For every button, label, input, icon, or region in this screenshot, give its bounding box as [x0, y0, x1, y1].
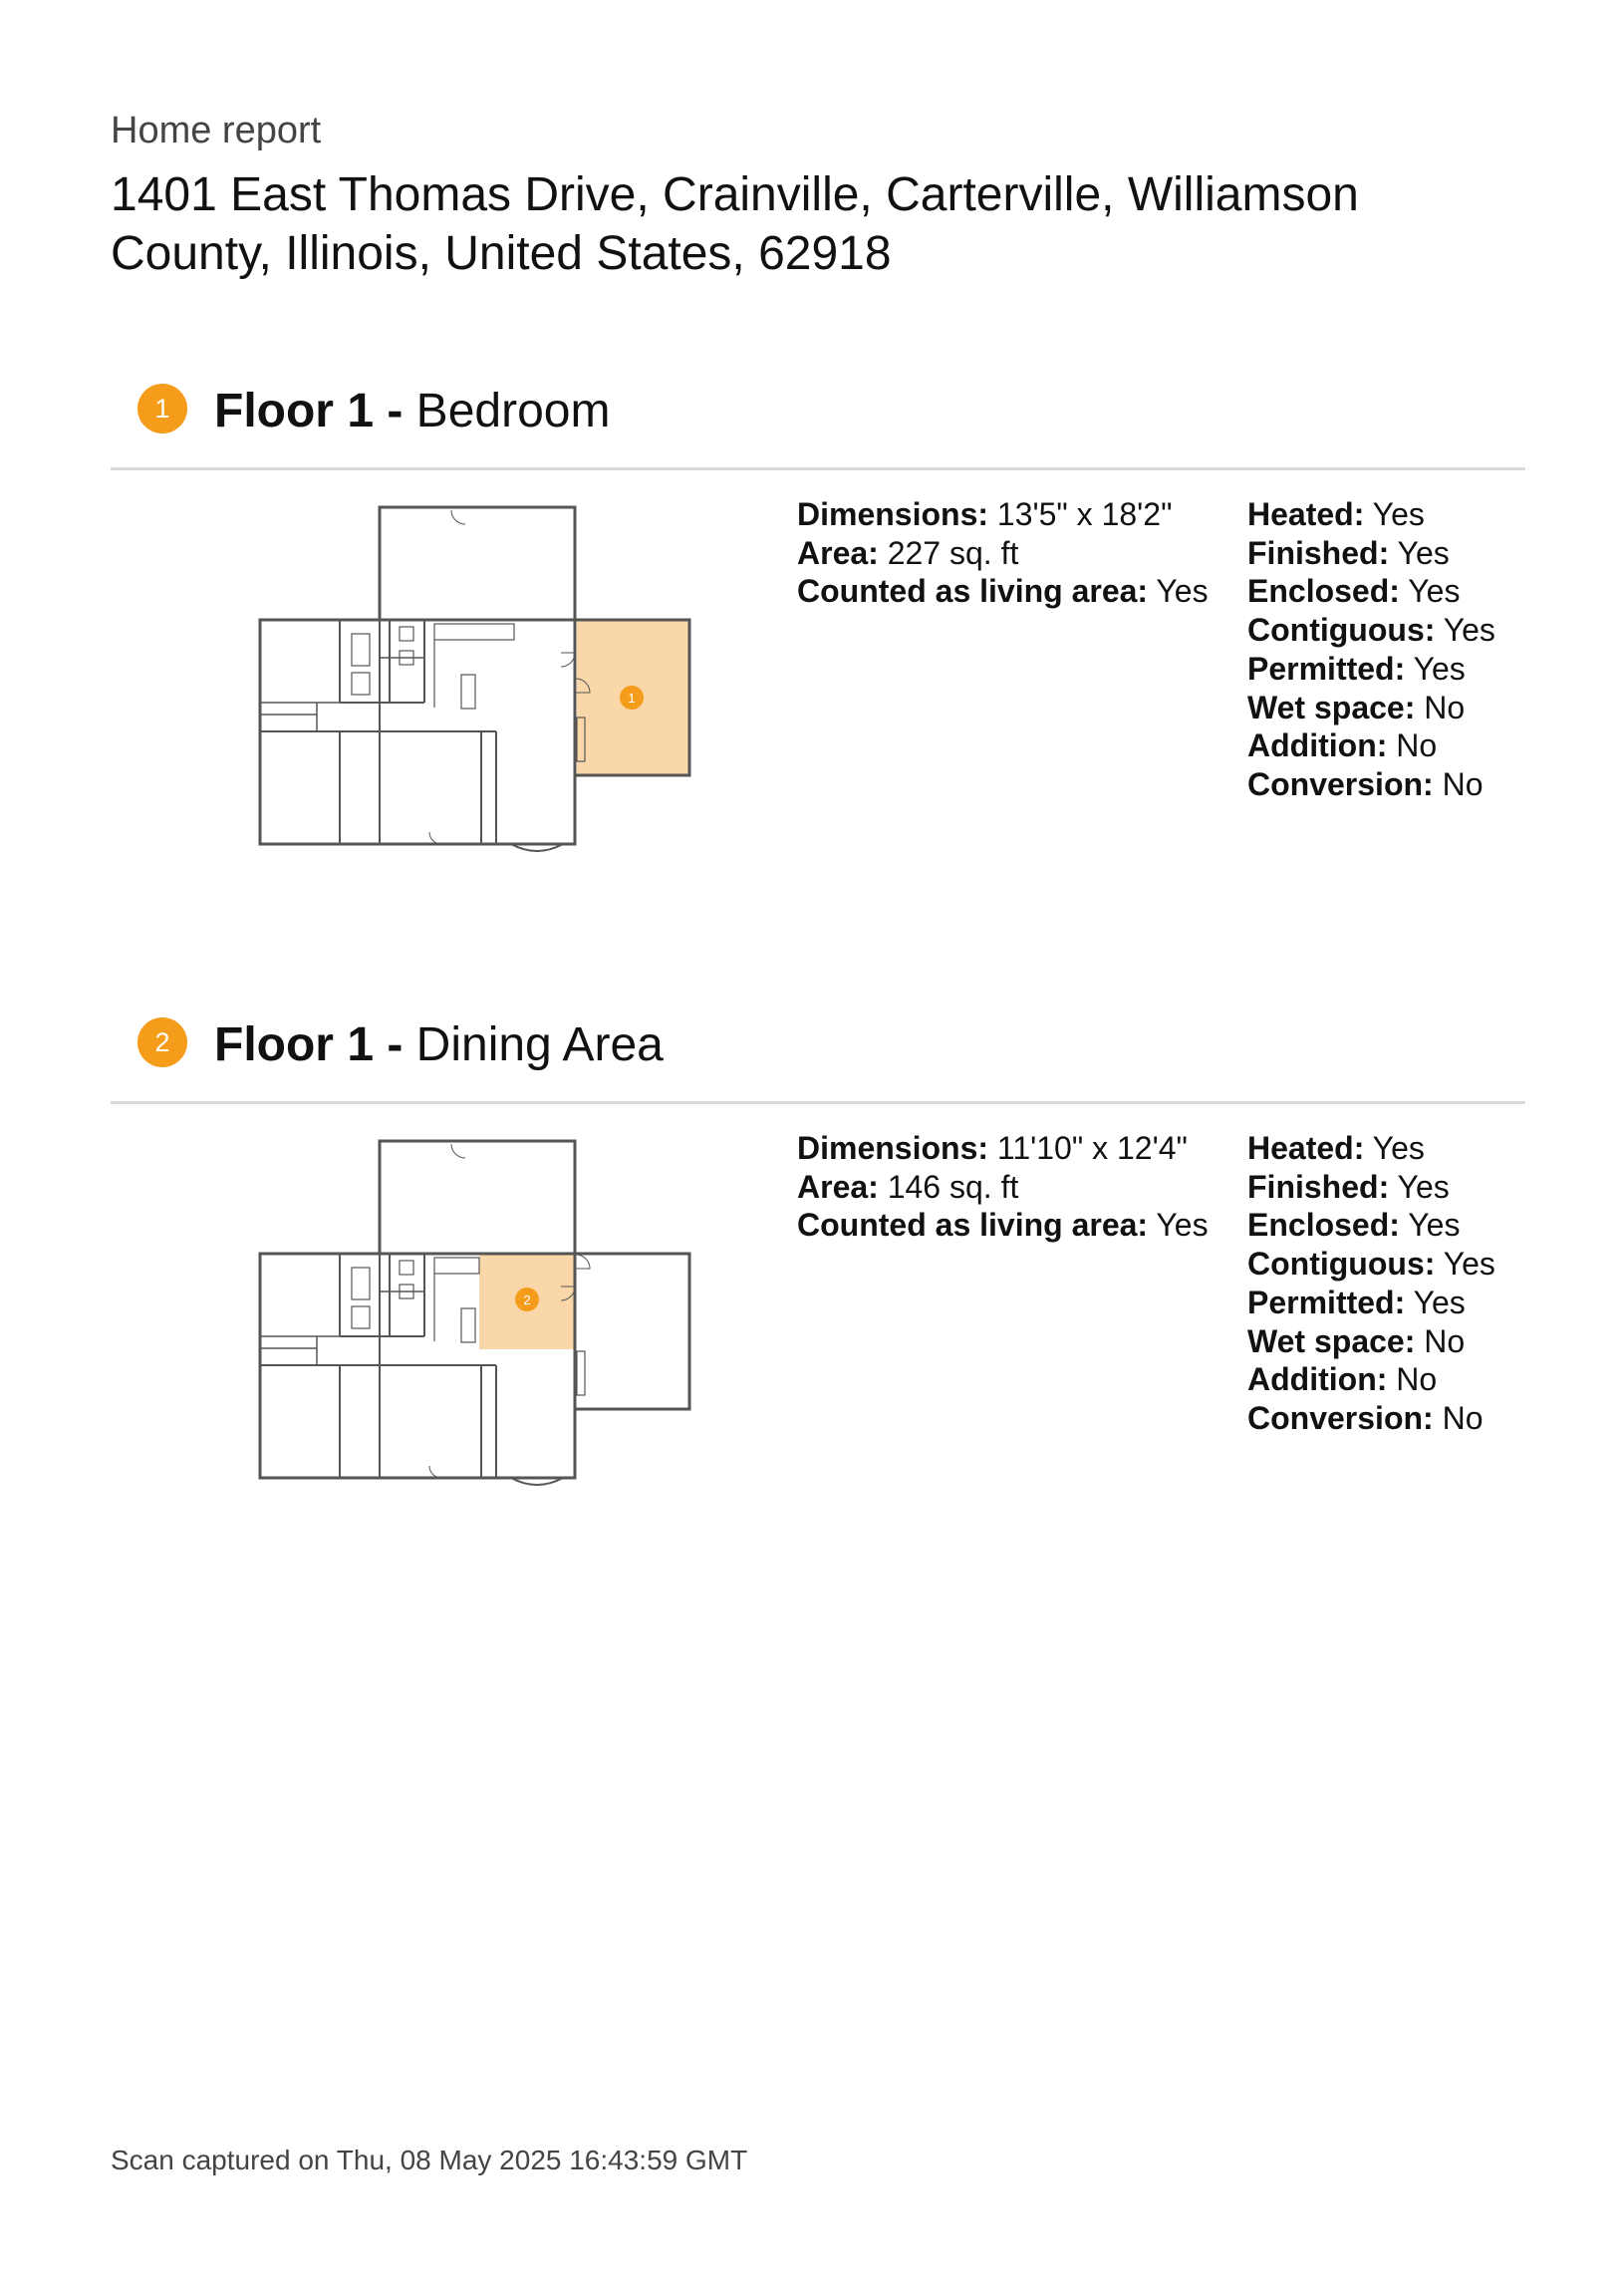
- room-attributes: [1247, 495, 1495, 804]
- floor-plan-diagram: [182, 1137, 720, 1496]
- room-details: [797, 1129, 1209, 1245]
- conversion-row: Conversion: No: [1247, 765, 1484, 802]
- living-area-row: Counted as living area: Yes: [797, 573, 1209, 610]
- finished-row: Finished: Yes: [1247, 1168, 1450, 1205]
- room-number-badge: 2: [137, 1017, 187, 1067]
- living-area-row: Counted as living area: Yes: [797, 1207, 1209, 1244]
- section-title: [214, 1016, 664, 1074]
- property-address: 1401 East Thomas Drive, Crainville, Carterville, Williamson County, Illinois, United States, 62918: [111, 168, 1359, 280]
- room-attributes: [1247, 1129, 1495, 1438]
- floor-label: Floor 1 -: [214, 1018, 404, 1071]
- section-header: [111, 1003, 1525, 1102]
- permitted-row: Permitted: Yes: [1247, 650, 1466, 687]
- svg-text:1: 1: [628, 691, 636, 706]
- addition-row: Addition: No: [1247, 1361, 1438, 1398]
- room-details: [797, 495, 1209, 611]
- wet-space-row: Wet space: No: [1247, 1322, 1466, 1359]
- report-label: Home report: [111, 110, 322, 151]
- enclosed-row: Enclosed: Yes: [1247, 573, 1461, 610]
- enclosed-row: Enclosed: Yes: [1247, 1207, 1461, 1244]
- area-row: Area: 227 sq. ft: [797, 534, 1019, 571]
- dimensions-row: Dimensions: 11'10" x 12'4": [797, 1130, 1188, 1166]
- heated-row: Heated: Yes: [1247, 1130, 1425, 1166]
- area-row: Area: 146 sq. ft: [797, 1168, 1019, 1205]
- contiguous-row: Contiguous: Yes: [1247, 612, 1495, 649]
- floor-plan-diagram: [182, 503, 720, 862]
- permitted-row: Permitted: Yes: [1247, 1284, 1466, 1320]
- section-divider: [111, 1101, 1525, 1104]
- svg-text:2: 2: [523, 1292, 531, 1307]
- addition-row: Addition: No: [1247, 727, 1438, 764]
- section-title: [214, 383, 610, 440]
- contiguous-row: Contiguous: Yes: [1247, 1246, 1495, 1283]
- room-section-bedroom: [111, 369, 1525, 967]
- scan-timestamp: Scan captured on Thu, 08 May 2025 16:43:59 GMT: [111, 2145, 748, 2175]
- room-name: Bedroom: [415, 385, 611, 437]
- dimensions-row: Dimensions: 13'5" x 18'2": [797, 496, 1173, 532]
- room-name: Dining Area: [415, 1018, 664, 1071]
- wet-space-row: Wet space: No: [1247, 689, 1466, 725]
- section-header: [111, 369, 1525, 468]
- room-number-badge: 1: [137, 384, 187, 433]
- room-section-dining-area: [111, 1003, 1525, 1600]
- finished-row: Finished: Yes: [1247, 534, 1450, 571]
- floor-label: Floor 1 -: [214, 385, 404, 437]
- section-divider: [111, 467, 1525, 470]
- conversion-row: Conversion: No: [1247, 1399, 1484, 1436]
- heated-row: Heated: Yes: [1247, 496, 1425, 532]
